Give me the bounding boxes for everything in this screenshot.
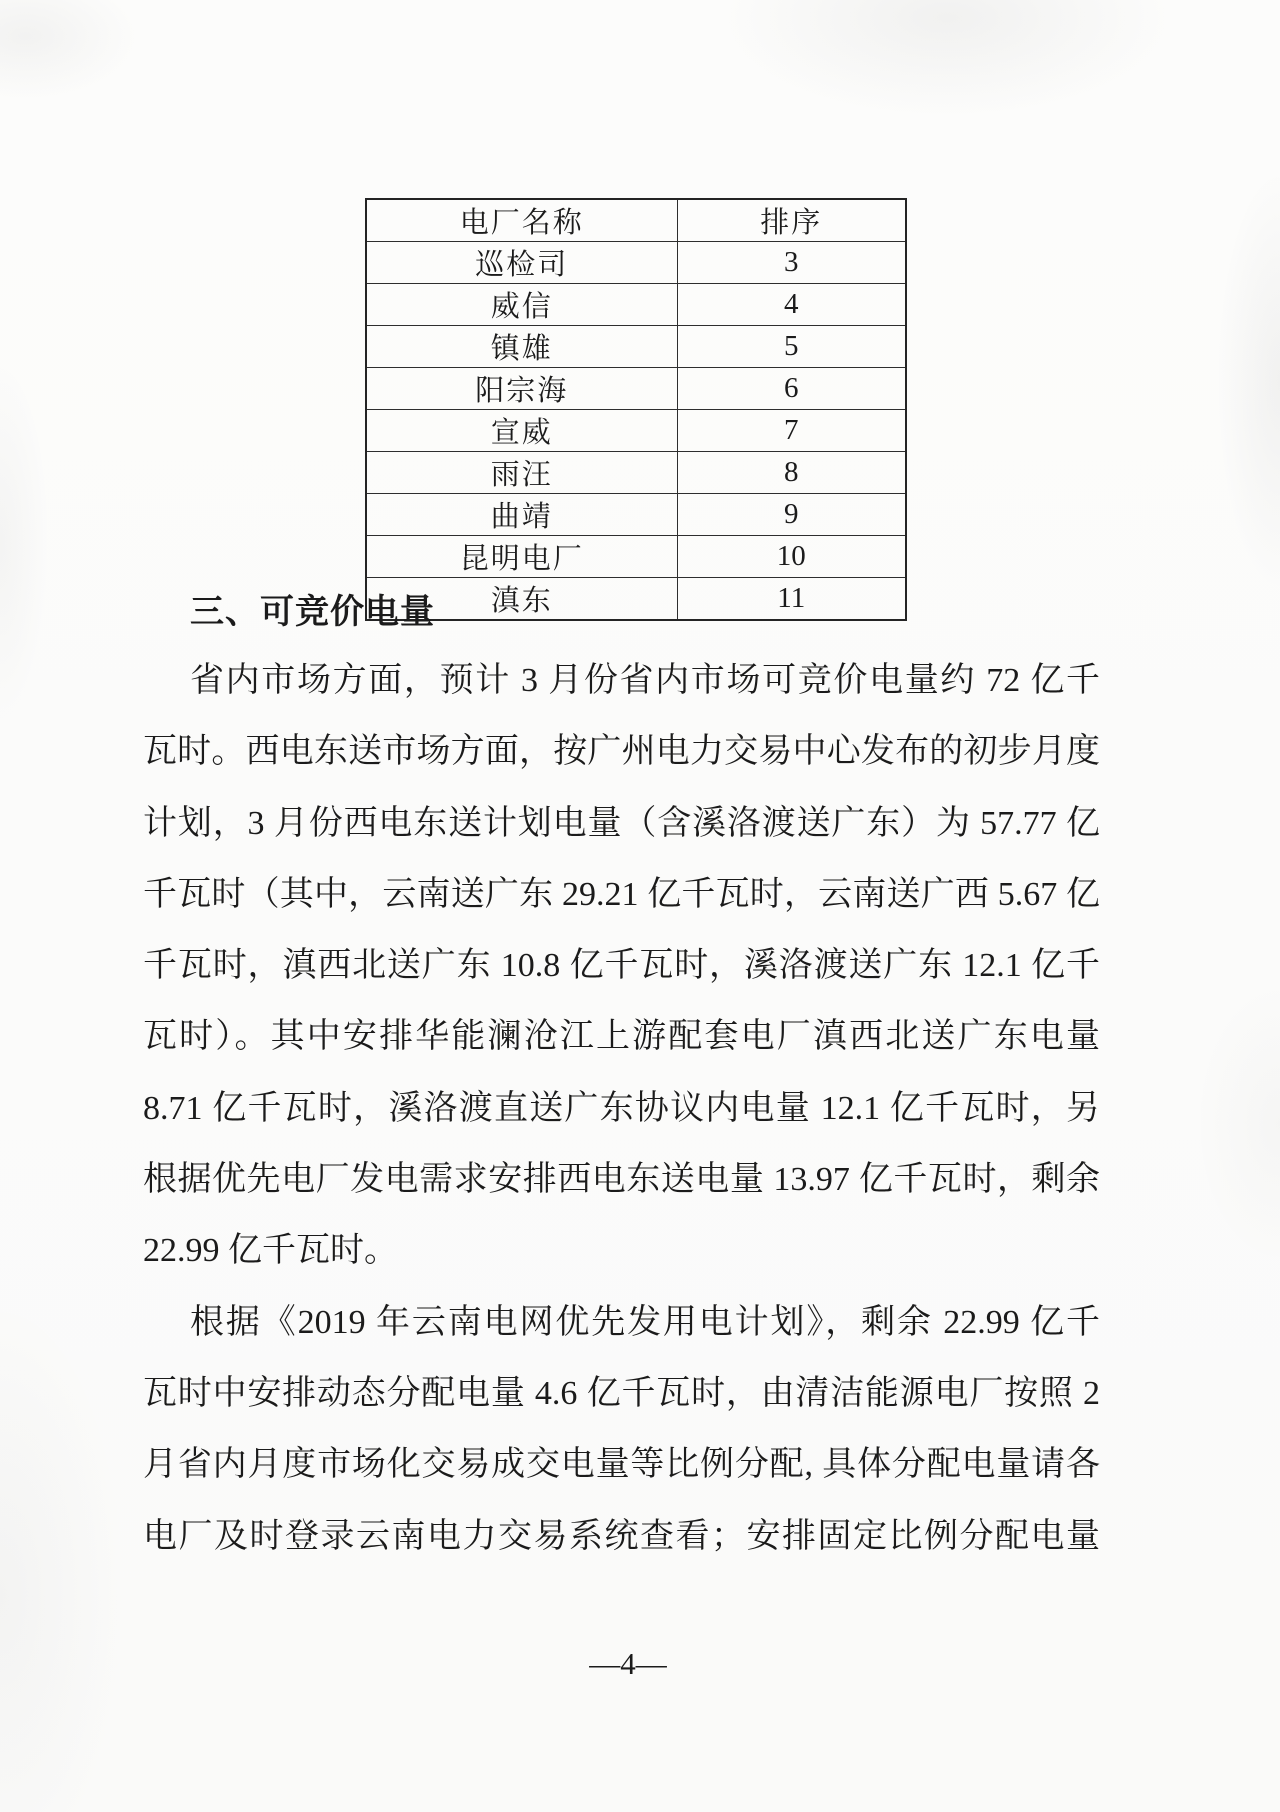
paragraph-line: 千瓦时，滇西北送广东 10.8 亿千瓦时，溪洛渡送广东 12.1 亿千 bbox=[143, 947, 1100, 985]
column-header-rank: 排序 bbox=[677, 199, 906, 242]
plant-name-cell: 昆明电厂 bbox=[366, 536, 677, 578]
body-text bbox=[143, 645, 1100, 1572]
column-header-plant-name: 电厂名称 bbox=[366, 199, 677, 242]
paragraph-line: 根据《2019 年云南电网优先发用电计划》，剩余 22.99 亿千 bbox=[190, 1303, 1100, 1341]
rank-cell: 9 bbox=[677, 494, 906, 536]
rank-cell: 11 bbox=[677, 578, 906, 621]
table-row bbox=[366, 536, 906, 578]
plant-name-cell: 宣威 bbox=[366, 410, 677, 452]
rank-cell: 5 bbox=[677, 326, 906, 368]
rank-cell: 4 bbox=[677, 284, 906, 326]
paragraph-line: 瓦时）。其中安排华能澜沧江上游配套电厂滇西北送广东电量 bbox=[143, 1018, 1100, 1056]
paragraph-line: 千瓦时（其中，云南送广东 29.21 亿千瓦时，云南送广西 5.67 亿 bbox=[143, 875, 1100, 913]
rank-cell: 8 bbox=[677, 452, 906, 494]
plant-name-cell: 曲靖 bbox=[366, 494, 677, 536]
paragraph-line: 瓦时中安排动态分配电量 4.6 亿千瓦时，由清洁能源电厂按照 2 bbox=[143, 1374, 1100, 1412]
table-header-row bbox=[366, 199, 906, 242]
table-row bbox=[366, 284, 906, 326]
plant-name-cell: 巡检司 bbox=[366, 242, 677, 284]
plant-name-cell: 雨汪 bbox=[366, 452, 677, 494]
paragraph-line: 电厂及时登录云南电力交易系统查看；安排固定比例分配电量 bbox=[143, 1517, 1100, 1555]
paragraph-line: 8.71 亿千瓦时，溪洛渡直送广东协议内电量 12.1 亿千瓦时，另 bbox=[143, 1089, 1100, 1127]
plant-name-cell: 阳宗海 bbox=[366, 368, 677, 410]
rank-cell: 6 bbox=[677, 368, 906, 410]
plant-ranking-table bbox=[365, 198, 907, 621]
table-row bbox=[366, 494, 906, 536]
table-row bbox=[366, 368, 906, 410]
paragraph-line: 计划，3 月份西电东送计划电量（含溪洛渡送广东）为 57.77 亿 bbox=[143, 804, 1100, 842]
table-row bbox=[366, 578, 906, 621]
rank-cell: 3 bbox=[677, 242, 906, 284]
paragraph-line: 瓦时。西电东送市场方面，按广州电力交易中心发布的初步月度 bbox=[143, 733, 1100, 771]
table-row bbox=[366, 452, 906, 494]
rank-cell: 10 bbox=[677, 536, 906, 578]
plant-name-cell: 镇雄 bbox=[366, 326, 677, 368]
table-row bbox=[366, 410, 906, 452]
paragraph-line: 省内市场方面，预计 3 月份省内市场可竞价电量约 72 亿千 bbox=[190, 662, 1100, 699]
table-row bbox=[366, 242, 906, 284]
paragraph-line: 根据优先电厂发电需求安排西电东送电量 13.97 亿千瓦时，剩余 bbox=[143, 1161, 1100, 1199]
plant-name-cell: 滇东 bbox=[366, 578, 677, 621]
section-heading: 三、可竞价电量 bbox=[190, 594, 435, 631]
table-row bbox=[366, 326, 906, 368]
paragraph-line: 月省内月度市场化交易成交电量等比例分配, 具体分配电量请各 bbox=[143, 1446, 1100, 1484]
plant-name-cell: 威信 bbox=[366, 284, 677, 326]
rank-cell: 7 bbox=[677, 410, 906, 452]
paragraph-line: 22.99 亿千瓦时。 bbox=[143, 1232, 398, 1270]
page-number: —4— bbox=[589, 1646, 667, 1681]
